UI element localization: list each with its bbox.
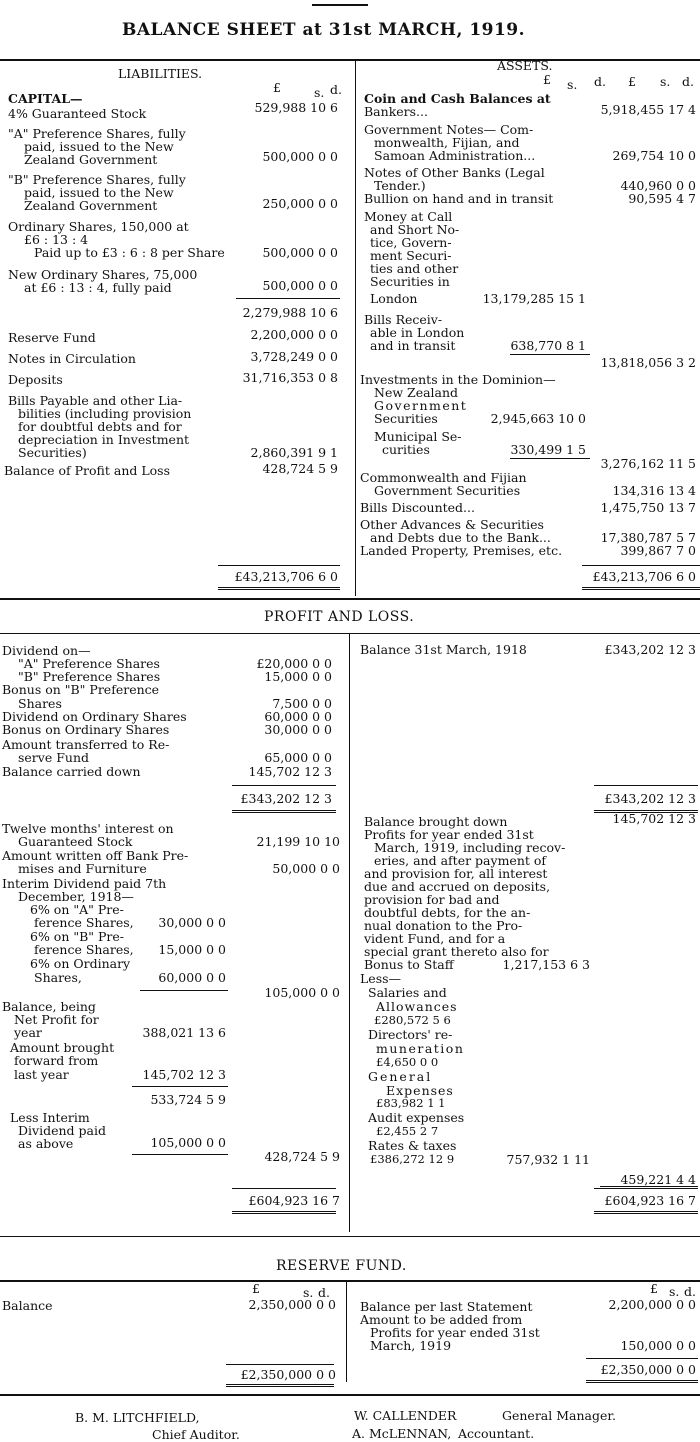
reserve-right-double-rule xyxy=(586,1380,698,1383)
brought-down-amount: 145,702 12 3 xyxy=(612,811,696,826)
invest-rule xyxy=(510,458,590,459)
pl-pref-a-label: "A" Preference Shares xyxy=(18,656,160,671)
balance-1918-amount: £343,202 12 3 xyxy=(604,642,696,657)
profits-line-5: due and accrued on deposits, xyxy=(364,879,551,894)
pl-right1-rule xyxy=(594,785,698,786)
interest-amount: 21,199 10 10 xyxy=(256,834,340,849)
bullion-amount: 90,595 4 7 xyxy=(628,191,696,206)
money-call-line6: Securities in xyxy=(370,274,450,289)
interest-line2: Guaranteed Stock xyxy=(18,834,133,849)
profits-line-8: nual donation to the Pro- xyxy=(364,918,523,933)
reserve-divider xyxy=(346,1282,347,1382)
profits-line-9: vident Fund, and for a xyxy=(364,931,506,946)
investments-line3: Government xyxy=(374,398,468,413)
reserve-left-col-pound: £ xyxy=(252,1281,260,1296)
pl-top-rule xyxy=(0,598,700,600)
bonus-b-line1: Bonus on "B" Preference xyxy=(2,682,160,697)
gov-notes-line3: Samoan Administration... xyxy=(374,148,536,163)
pl-left1-total: £343,202 12 3 xyxy=(240,791,332,806)
balance-sheet-divider xyxy=(355,60,356,596)
header-rule xyxy=(0,59,700,61)
advances-line1: Other Advances & Securities xyxy=(360,517,544,532)
pref-a-line2: paid, issued to the New xyxy=(24,139,174,154)
net-profit-amount: 388,021 13 6 xyxy=(142,1025,226,1040)
pl-left1-rule xyxy=(232,785,336,786)
interim-a-line2: ference Shares, xyxy=(34,915,134,930)
capital-total: 2,279,988 10 6 xyxy=(242,305,338,320)
brought-fwd-amount: 145,702 12 3 xyxy=(142,1067,226,1082)
discounted-amount: 1,475,750 13 7 xyxy=(600,500,696,515)
new-ordinary-amount: 500,000 0 0 xyxy=(262,278,338,293)
pl-right1-total: £343,202 12 3 xyxy=(604,791,696,806)
general-line2: Expenses xyxy=(386,1083,454,1098)
interim-b-amount: 15,000 0 0 xyxy=(158,942,226,957)
salaries-line1: Salaries and xyxy=(368,985,447,1000)
auditor-title: Chief Auditor. xyxy=(152,1427,240,1442)
landed-label: Landed Property, Premises, etc. xyxy=(360,543,563,558)
directors-line1: Directors' re- xyxy=(368,1027,453,1042)
money-call-line5: ties and other xyxy=(370,261,459,276)
bills-payable-line3: for doubtful debts and for xyxy=(18,419,182,434)
profits-line-10: special grant thereto also for xyxy=(364,944,549,959)
directors-line2: muneration xyxy=(376,1041,465,1056)
pref-a-line3: Zealand Government xyxy=(24,152,158,167)
money-call-line3: tice, Govern- xyxy=(370,235,452,250)
net-profit-line1: Balance, being xyxy=(2,999,96,1014)
net-amount: 459,221 4 4 xyxy=(620,1172,696,1187)
auditor-name: B. M. LITCHFIELD, xyxy=(75,1410,200,1425)
salaries-line2: Allowances xyxy=(376,999,458,1014)
asset-col1-pound: £ xyxy=(543,72,551,87)
new-ordinary-line1: New Ordinary Shares, 75,000 xyxy=(8,267,198,282)
municipal-line2: curities xyxy=(382,442,430,457)
liab-double-rule xyxy=(218,587,340,590)
interim-b-line2: ference Shares, xyxy=(34,942,134,957)
liab-col-pound: £ xyxy=(273,80,281,95)
div-ord-amount: 60,000 0 0 xyxy=(264,709,332,724)
bills-payable-line4: depreciation in Investment xyxy=(18,432,190,447)
liabilities-heading: LIABILITIES. xyxy=(118,66,203,81)
asset-col2-pound: £ xyxy=(628,74,636,89)
salaries-amount: £280,572 5 6 xyxy=(374,1013,451,1027)
pl-divider xyxy=(349,634,350,1232)
municipal-line1: Municipal Se- xyxy=(374,429,462,444)
capital-heading: CAPITAL— xyxy=(8,91,83,106)
less-label: Less— xyxy=(360,971,402,986)
less-interim-amount: 105,000 0 0 xyxy=(150,1135,226,1150)
ordinary-line2: £6 : 13 : 4 xyxy=(24,232,89,247)
bills-rec-line1: Bills Receiv- xyxy=(364,312,443,327)
accountant-title: Accountant. xyxy=(458,1426,535,1441)
pl-pref-b-label: "B" Preference Shares xyxy=(18,669,161,684)
net-profit-line3: year xyxy=(14,1025,42,1040)
deposits-amount: 31,716,353 0 8 xyxy=(242,370,338,385)
pref-b-line1: "B" Preference Shares, fully xyxy=(8,172,186,187)
coin-amount: 5,918,455 17 4 xyxy=(600,102,696,117)
less-interim-line1: Less Interim xyxy=(10,1110,90,1125)
london-total: 13,818,056 3 2 xyxy=(600,355,696,370)
commonwealth-line1: Commonwealth and Fijian xyxy=(360,470,527,485)
profits-line-1: Profits for year ended 31st xyxy=(364,827,534,842)
assets-total: £43,213,706 6 0 xyxy=(592,569,696,584)
pl-pref-b-amount: 15,000 0 0 xyxy=(264,669,332,684)
reserve-right-line1: Balance per last Statement xyxy=(360,1299,533,1314)
pref-b-amount: 250,000 0 0 xyxy=(262,196,338,211)
landed-amount: 399,867 7 0 xyxy=(620,543,696,558)
top-rule xyxy=(312,4,368,6)
pl-left2-total: £604,923 16 7 xyxy=(248,1193,340,1208)
capital-rule xyxy=(236,298,340,299)
reserve-fund-heading: RESERVE FUND. xyxy=(276,1258,407,1274)
interim-rule xyxy=(140,990,228,991)
rates-amount: £386,272 12 9 xyxy=(370,1152,455,1166)
reserve-balance-amount: 2,350,000 0 0 xyxy=(248,1297,336,1312)
pl-left2-double-rule xyxy=(232,1211,336,1214)
reserve-fund-amount: 2,200,000 0 0 xyxy=(250,327,338,342)
pl-right2-double-rule xyxy=(594,1211,698,1214)
london-rule xyxy=(510,354,590,355)
pref-a-amount: 500,000 0 0 xyxy=(262,149,338,164)
bullion-label: Bullion on hand and in transit xyxy=(364,191,554,206)
pref-b-line3: Zealand Government xyxy=(24,198,158,213)
bills-payable-line1: Bills Payable and other Lia- xyxy=(8,393,183,408)
bills-rec-amount: 638,770 8 1 xyxy=(510,338,586,353)
brought-fwd-line3: last year xyxy=(14,1067,69,1082)
subtotal-rule xyxy=(132,1086,228,1087)
notes-circulation-label: Notes in Circulation xyxy=(8,351,136,366)
new-ordinary-line2: at £6 : 13 : 4, fully paid xyxy=(24,280,172,295)
bills-rec-line2: able in London xyxy=(370,325,465,340)
profits-line-6: provision for bad and xyxy=(364,892,500,907)
reserve-top-rule xyxy=(0,1236,700,1237)
coin-line1: Coin and Cash Balances at xyxy=(364,91,551,106)
profits-line-3: eries, and after payment of xyxy=(374,853,547,868)
pl-left1-double-rule xyxy=(232,810,336,813)
coin-line2: Bankers... xyxy=(364,104,428,119)
less-interim-line2: Dividend paid xyxy=(18,1123,106,1138)
page-title: BALANCE SHEET at 31st MARCH, 1919. xyxy=(122,20,526,40)
pl-left2-rule xyxy=(232,1188,336,1189)
reserve-right-col-pence: d. xyxy=(684,1284,696,1299)
accountant-name: A. McLENNAN, xyxy=(352,1426,452,1441)
investments-line2: New Zealand xyxy=(374,385,459,400)
pl-right2-total: £604,923 16 7 xyxy=(604,1193,696,1208)
signature-rule xyxy=(0,1394,700,1396)
ordinary-amount: 500,000 0 0 xyxy=(262,245,338,260)
less-interim-rule xyxy=(132,1154,228,1155)
profits-line-2: March, 1919, including recov- xyxy=(374,840,566,855)
bonus-ord-amount: 30,000 0 0 xyxy=(264,722,332,737)
audit-amount: £2,455 2 7 xyxy=(376,1124,439,1138)
net-profit-line2: Net Profit for xyxy=(14,1012,99,1027)
interim-ord-line1: 6% on Ordinary xyxy=(30,956,131,971)
profit-loss-amount: 428,724 5 9 xyxy=(262,461,338,476)
gm-name: W. CALLENDER xyxy=(354,1408,457,1423)
reserve-right-amount1: 2,200,000 0 0 xyxy=(608,1297,696,1312)
brought-fwd-line1: Amount brought xyxy=(10,1040,115,1055)
dividend-on-label: Dividend on— xyxy=(2,643,91,658)
reserve-left-double-rule xyxy=(226,1384,334,1387)
liab-total-rule xyxy=(218,565,340,566)
pl-pref-a-amount: £20,000 0 0 xyxy=(256,656,332,671)
reserve-right-line4: March, 1919 xyxy=(370,1338,452,1353)
advances-line2: and Debts due to the Bank... xyxy=(370,530,551,545)
asset-col1-shilling: s. xyxy=(567,77,578,92)
to-reserve-line1: Amount transferred to Re- xyxy=(2,737,170,752)
reserve-left-total: £2,350,000 0 0 xyxy=(240,1367,336,1382)
commonwealth-amount: 134,316 13 4 xyxy=(612,483,696,498)
invest-total: 3,276,162 11 5 xyxy=(600,456,696,471)
reserve-left-col-pence: d. xyxy=(318,1285,330,1300)
reserve-fund-label: Reserve Fund xyxy=(8,330,96,345)
reserve-left-col-shilling: s. xyxy=(303,1285,314,1300)
reserve-right-col-pound: £ xyxy=(650,1281,658,1296)
interim-b-line1: 6% on "B" Pre- xyxy=(30,929,125,944)
to-reserve-line2: serve Fund xyxy=(18,750,89,765)
interim-line2: December, 1918— xyxy=(18,889,134,904)
reserve-balance-label: Balance xyxy=(2,1298,53,1313)
discounted-label: Bills Discounted... xyxy=(360,500,475,515)
gov-notes-amount: 269,754 10 0 xyxy=(612,148,696,163)
interim-a-line1: 6% on "A" Pre- xyxy=(30,902,124,917)
gov-notes-line1: Government Notes— Com- xyxy=(364,122,534,137)
other-notes-line1: Notes of Other Banks (Legal xyxy=(364,165,545,180)
asset-col1-pence: d. xyxy=(594,74,606,89)
bills-payable-line5: Securities) xyxy=(18,445,87,460)
interim-a-amount: 30,000 0 0 xyxy=(158,915,226,930)
assets-total-rule xyxy=(582,565,700,566)
bonus-b-amount: 7,500 0 0 xyxy=(272,696,332,711)
pref-a-line1: "A" Preference Shares, fully xyxy=(8,126,186,141)
carried-down-amount: 145,702 12 3 xyxy=(248,764,332,779)
money-call-line4: ment Securi- xyxy=(370,248,452,263)
money-call-line2: and Short No- xyxy=(370,222,460,237)
reserve-right-col-shilling: s. xyxy=(669,1284,680,1299)
assets-double-rule xyxy=(582,587,700,590)
pref-b-line2: paid, issued to the New xyxy=(24,185,174,200)
reserve-heading-rule xyxy=(0,1280,700,1282)
reserve-right-line3: Profits for year ended 31st xyxy=(370,1325,540,1340)
interim-total: 105,000 0 0 xyxy=(264,985,340,1000)
assets-heading: ASSETS. xyxy=(497,58,553,73)
balance-1918-label: Balance 31st March, 1918 xyxy=(360,642,527,657)
asset-col2-pence: d. xyxy=(682,74,694,89)
bills-payable-amount: 2,860,391 9 1 xyxy=(250,445,338,460)
interest-line1: Twelve months' interest on xyxy=(2,821,174,836)
profits-line-4: and provision for, all interest xyxy=(364,866,548,881)
written-off-amount: 50,000 0 0 xyxy=(272,861,340,876)
liab-col-pence: d. xyxy=(330,82,342,97)
profits-line-7: doubtful debts, for the an- xyxy=(364,905,531,920)
guaranteed-stock-label: 4% Guaranteed Stock xyxy=(8,106,147,121)
investments-amount: 2,945,663 10 0 xyxy=(490,411,586,426)
bonus-b-line2: Shares xyxy=(18,696,62,711)
notes-circulation-amount: 3,728,249 0 0 xyxy=(250,349,338,364)
less-total: 757,932 1 11 xyxy=(506,1152,590,1167)
interim-ord-amount: 60,000 0 0 xyxy=(158,970,226,985)
div-ord-label: Dividend on Ordinary Shares xyxy=(2,709,187,724)
carried-down-label: Balance carried down xyxy=(2,764,141,779)
general-amount: £83,982 1 1 xyxy=(376,1096,446,1110)
interim-line1: Interim Dividend paid 7th xyxy=(2,876,167,891)
brought-down-label: Balance brought down xyxy=(364,814,508,829)
reserve-right-amount2: 150,000 0 0 xyxy=(620,1338,696,1353)
other-notes-amount: 440,960 0 0 xyxy=(620,178,696,193)
brought-fwd-line2: forward from xyxy=(14,1053,99,1068)
gm-title: General Manager. xyxy=(502,1408,616,1423)
investments-line4: Securities xyxy=(374,411,438,426)
less-interim-line3: as above xyxy=(18,1136,74,1151)
money-call-line1: Money at Call xyxy=(364,209,453,224)
reserve-right-line2: Amount to be added from xyxy=(360,1312,523,1327)
profits-amount: 1,217,153 6 3 xyxy=(502,957,590,972)
rates-label: Rates & taxes xyxy=(368,1138,457,1153)
liabilities-total: £43,213,706 6 0 xyxy=(234,569,338,584)
ordinary-line3: Paid up to £3 : 6 : 8 per Share xyxy=(34,245,225,260)
bonus-ord-label: Bonus on Ordinary Shares xyxy=(2,722,170,737)
ordinary-line1: Ordinary Shares, 150,000 at xyxy=(8,219,189,234)
pl-heading-rule xyxy=(0,633,700,634)
pl-right2-rule xyxy=(594,1188,698,1189)
reserve-left-rule xyxy=(226,1364,334,1365)
asset-col2-shilling: s. xyxy=(660,74,671,89)
guaranteed-stock-amount: 529,988 10 6 xyxy=(254,100,338,115)
audit-label: Audit expenses xyxy=(368,1110,465,1125)
profits-line-11: Bonus to Staff xyxy=(364,957,454,972)
reserve-right-rule xyxy=(586,1358,698,1359)
advances-amount: 17,380,787 5 7 xyxy=(600,530,696,545)
commonwealth-line2: Government Securities xyxy=(374,483,521,498)
money-call-amount: 13,179,285 15 1 xyxy=(482,291,586,306)
balance-result: 428,724 5 9 xyxy=(264,1149,340,1164)
liab-col-shilling: s. xyxy=(314,85,325,100)
bills-payable-line2: bilities (including provision xyxy=(18,406,192,421)
money-call-line7: London xyxy=(370,291,418,306)
other-notes-line2: Tender.) xyxy=(374,178,426,193)
reserve-right-total: £2,350,000 0 0 xyxy=(600,1362,696,1377)
profit-loss-label: Balance of Profit and Loss xyxy=(4,463,171,478)
interim-ord-line2: Shares, xyxy=(34,970,82,985)
deposits-label: Deposits xyxy=(8,372,63,387)
to-reserve-amount: 65,000 0 0 xyxy=(264,750,332,765)
general-line1: General xyxy=(368,1069,433,1084)
pl-subtotal: 533,724 5 9 xyxy=(150,1092,226,1107)
bills-rec-line3: and in transit xyxy=(370,338,456,353)
directors-amount: £4,650 0 0 xyxy=(376,1055,439,1069)
written-off-line1: Amount written off Bank Pre- xyxy=(2,848,189,863)
investments-line1: Investments in the Dominion— xyxy=(360,372,556,387)
gov-notes-line2: monwealth, Fijian, and xyxy=(374,135,520,150)
municipal-amount: 330,499 1 5 xyxy=(510,442,586,457)
written-off-line2: mises and Furniture xyxy=(18,861,147,876)
profit-loss-heading: PROFIT AND LOSS. xyxy=(264,609,415,625)
